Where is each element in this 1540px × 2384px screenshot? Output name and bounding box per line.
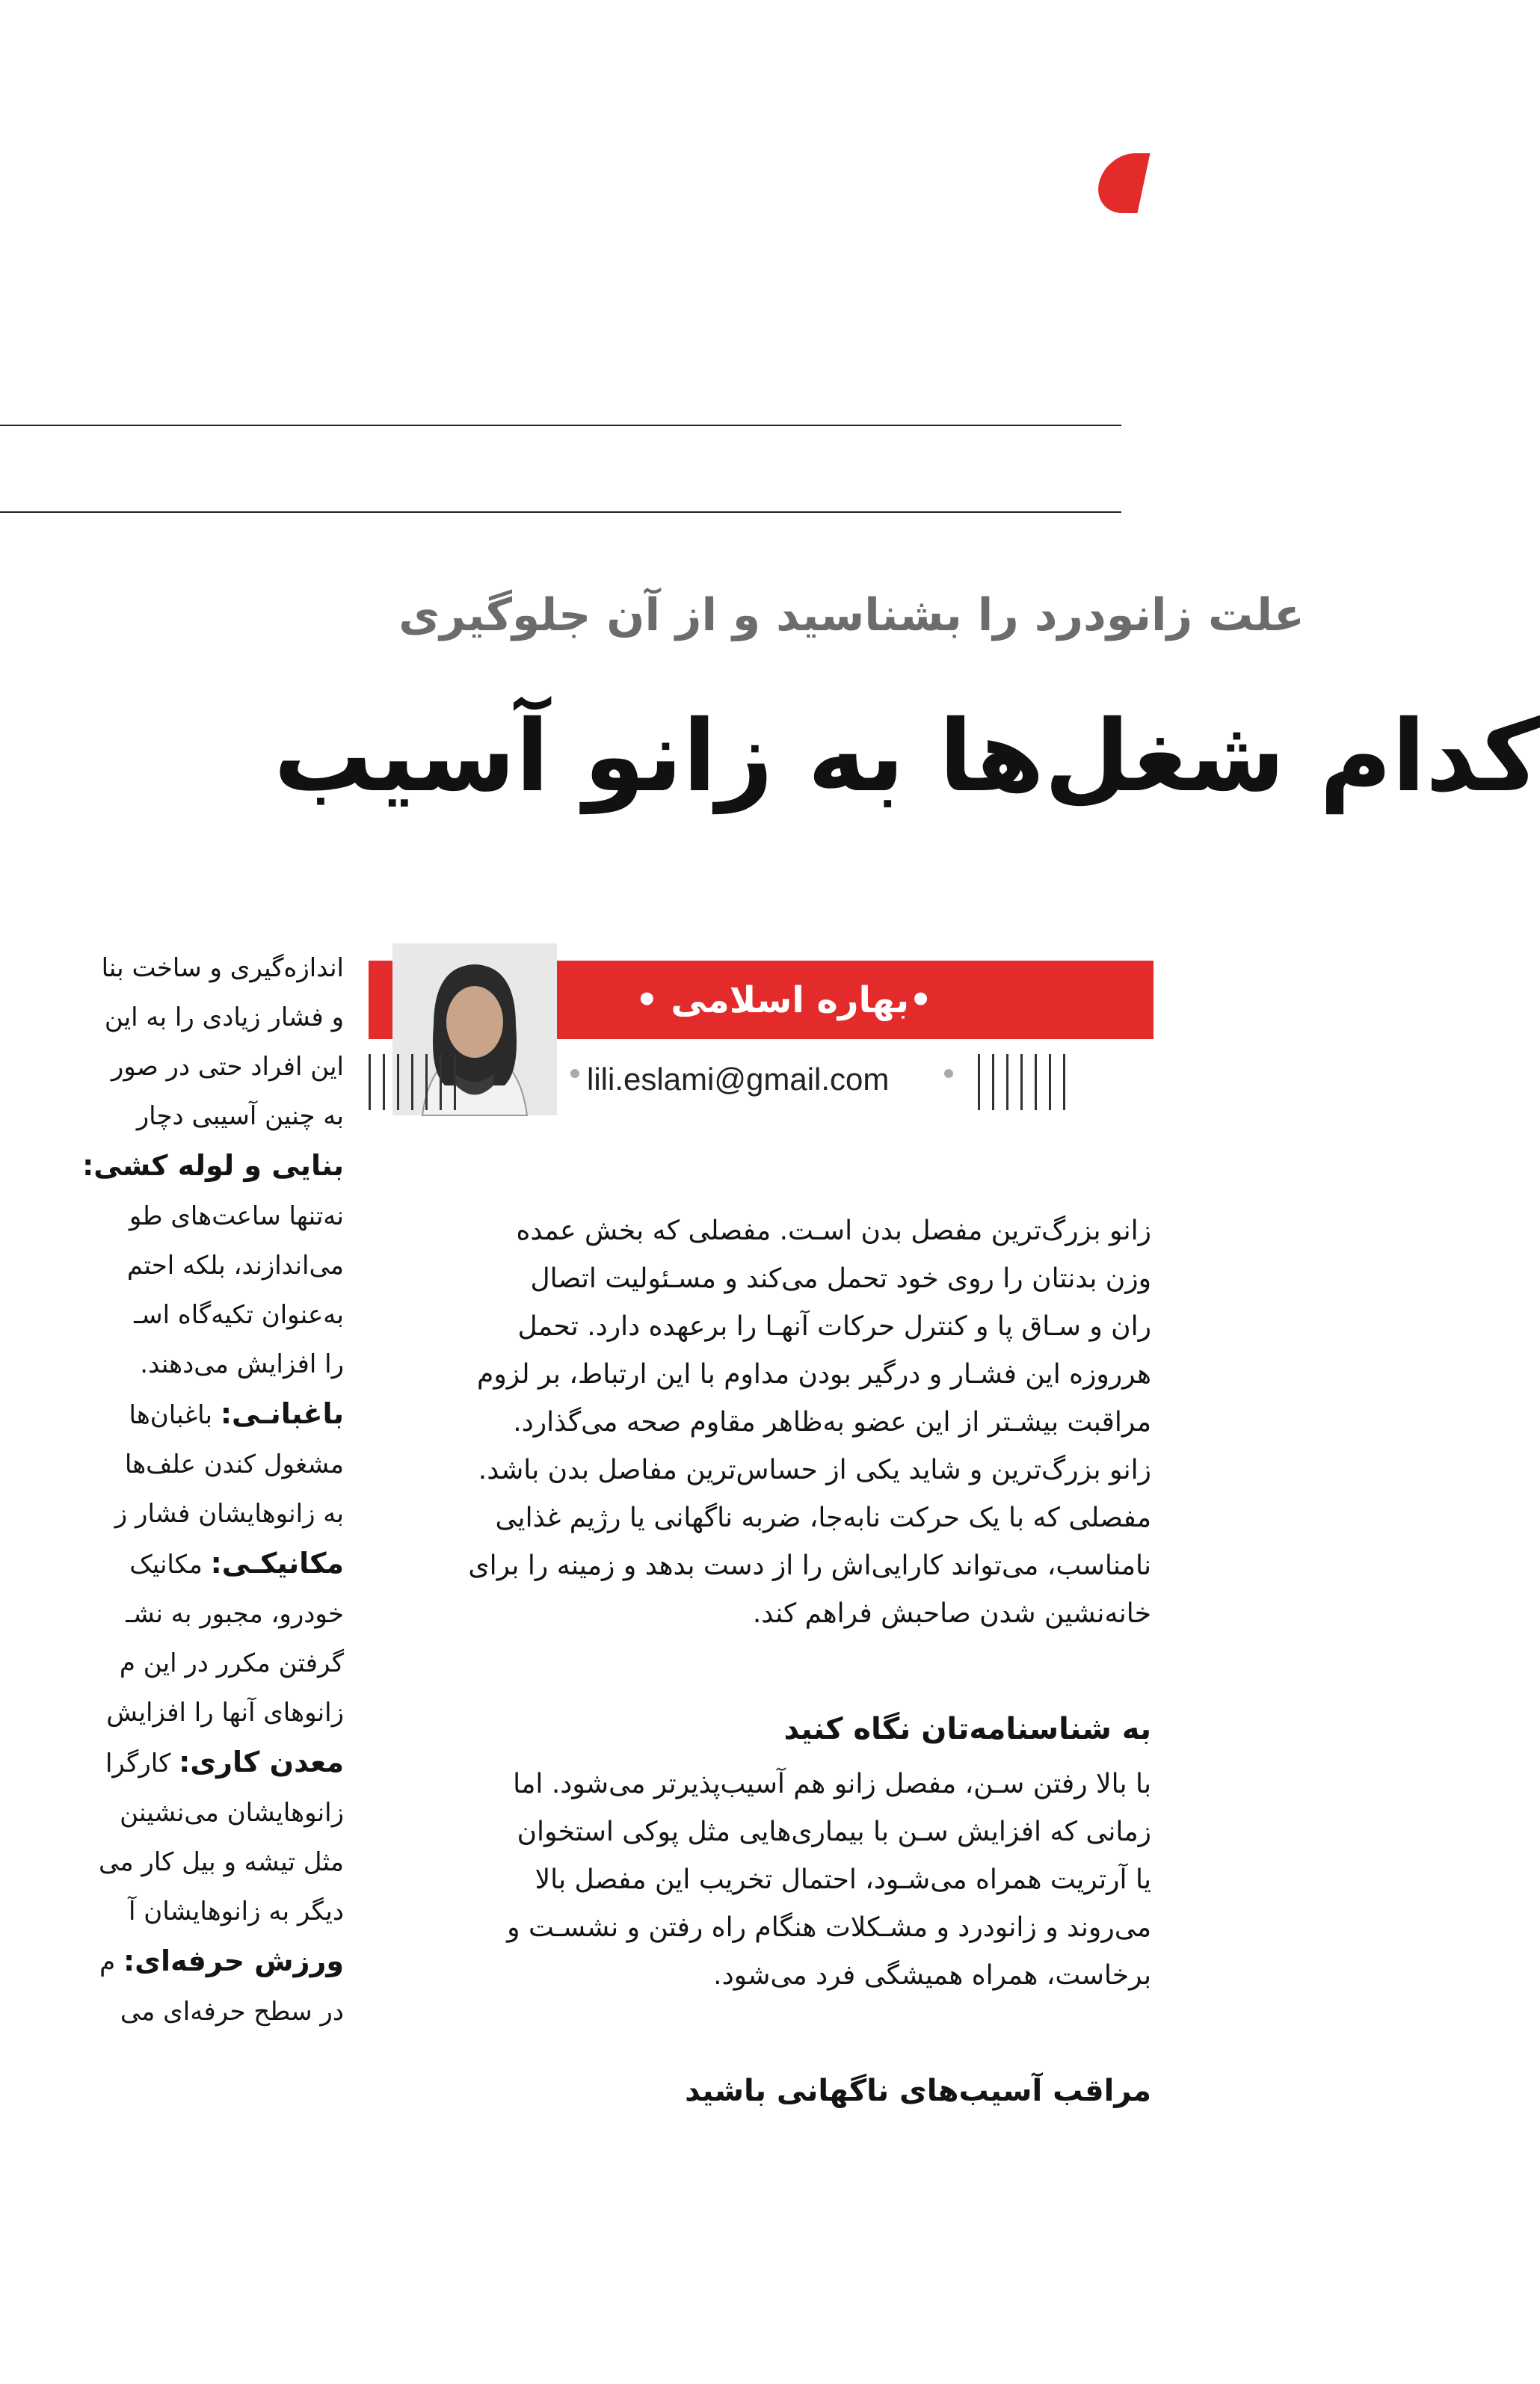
decorative-bars bbox=[978, 1054, 1065, 1110]
left-line: مثل تیشه و بیل کار می bbox=[99, 1847, 344, 1877]
decorative-bars bbox=[369, 1054, 456, 1110]
left-line: مکانیک bbox=[129, 1550, 211, 1580]
left-line: به‌عنوان تکیه‌گاه اسـ bbox=[134, 1300, 344, 1330]
body-line: برخاست، همراه همیشگی فرد می‌شود. bbox=[713, 1960, 1151, 1991]
body-line: مفصلی که با یک حرکت نابه‌جا، ضربه ناگهانی یا رژیم غذایی bbox=[495, 1503, 1151, 1533]
left-heading: بنایی و لوله کشی: bbox=[82, 1149, 344, 1182]
body-line: مراقبت بیشـتر از این عضو به‌ظاهر مقاوم صحه می‌گذارد. bbox=[513, 1407, 1151, 1438]
left-line: نه‌تنها ساعت‌های طو bbox=[129, 1201, 344, 1231]
left-line: خودرو، مجبور به نشـ bbox=[126, 1599, 344, 1629]
left-line: گرفتن مکرر در این م bbox=[119, 1648, 344, 1678]
bullet-dot bbox=[944, 1069, 953, 1078]
section-heading: مراقب آسیب‌های ناگهانی باشید bbox=[685, 2074, 1151, 2108]
main-column bbox=[359, 1207, 1151, 2122]
body-line: می‌روند و زانودرد و مشـکلات هنگام راه رفتن و نشسـت و bbox=[507, 1912, 1151, 1943]
author-email[interactable]: lili.eslami@gmail.com bbox=[587, 1062, 890, 1097]
body-line: ران و سـاق پا و کنترل حرکات آنهـا را برعهده دارد. تحمل bbox=[517, 1311, 1151, 1342]
left-line: زانوهایشان می‌نشینن bbox=[120, 1798, 344, 1828]
body-line: با بالا رفتن سـن، مفصل زانو هم آسیب‌پذیرتر می‌شود. اما bbox=[513, 1769, 1151, 1799]
left-section bbox=[82, 1737, 344, 1788]
left-line: م bbox=[99, 1947, 123, 1977]
body-line: یا آرتریت همراه می‌شـود، احتمال تخریب این مفصل بالا bbox=[535, 1864, 1151, 1895]
left-heading: باغبانـی: bbox=[220, 1397, 344, 1430]
body-line: نامناسب، می‌تواند کارایی‌اش را از دست بدهد و زمینه را برای bbox=[468, 1550, 1151, 1581]
body-line: وزن بدنتان را روی خود تحمل می‌کند و مسـئولیت اتصال bbox=[530, 1263, 1151, 1294]
left-line: مشغول کندن علف‌ها bbox=[124, 1450, 344, 1479]
left-line: و فشار زیادی را به این bbox=[104, 1002, 344, 1032]
article-kicker: علت زانودرد را بشناسید و از آن جلوگیری bbox=[398, 589, 1305, 641]
left-line: این افراد حتی در صور bbox=[111, 1052, 344, 1082]
left-line: اندازه‌گیری و ساخت بنا bbox=[101, 953, 344, 983]
left-section bbox=[82, 1936, 344, 1987]
left-line: می‌اندازند، بلکه احتم bbox=[126, 1251, 344, 1281]
bullet-dot bbox=[570, 1069, 579, 1078]
left-line: به زانوهایشان فشار ز bbox=[114, 1499, 344, 1529]
left-line: دیگر به زانوهایشان آ bbox=[128, 1897, 344, 1926]
author-name: •بهاره اسلامی • bbox=[635, 979, 932, 1021]
section-heading: به شناسنامه‌تان نگاه کنید bbox=[783, 1712, 1151, 1746]
left-heading: مکانیکـی: bbox=[210, 1547, 344, 1580]
body-line: خانه‌نشین شدن صاحبش فراهم کند. bbox=[752, 1598, 1151, 1629]
left-section bbox=[82, 1389, 344, 1440]
left-heading: معدن کاری: bbox=[179, 1746, 344, 1778]
body-line: زمانی که افزایش سـن با بیماری‌هایی مثل پوکی استخوان bbox=[517, 1817, 1151, 1847]
body-line: زانو بزرگ‌ترین و شاید یکی از حساس‌ترین مفاصل بدن باشد. bbox=[478, 1455, 1151, 1485]
decorative-red-mark bbox=[1092, 153, 1150, 213]
left-line: باغبان‌ها bbox=[129, 1400, 221, 1430]
left-section bbox=[82, 1141, 344, 1192]
body-line: زانو بزرگ‌ترین مفصل بدن اسـت. مفصلی که بخش عمده bbox=[516, 1216, 1151, 1246]
header-rule bbox=[0, 511, 1121, 513]
left-section bbox=[82, 1538, 344, 1589]
body-line: هرروزه این فشـار و درگیر بودن مداوم با این ارتباط، بر لزوم bbox=[477, 1359, 1151, 1390]
email-row bbox=[369, 1047, 1154, 1114]
left-line: کارگرا bbox=[105, 1749, 179, 1778]
left-line: به چنین آسیبی دچار bbox=[136, 1101, 344, 1131]
left-line: زانوهای آنها را افزایش bbox=[106, 1698, 344, 1728]
left-heading: ورزش حرفه‌ای: bbox=[123, 1944, 344, 1977]
top-rule bbox=[0, 425, 1121, 426]
article-headline: کدام شغل‌ها به زانو آسیب bbox=[274, 699, 1540, 814]
left-line: را افزایش می‌دهند. bbox=[140, 1349, 344, 1379]
left-line: در سطح حرفه‌ای می bbox=[120, 1997, 344, 2027]
